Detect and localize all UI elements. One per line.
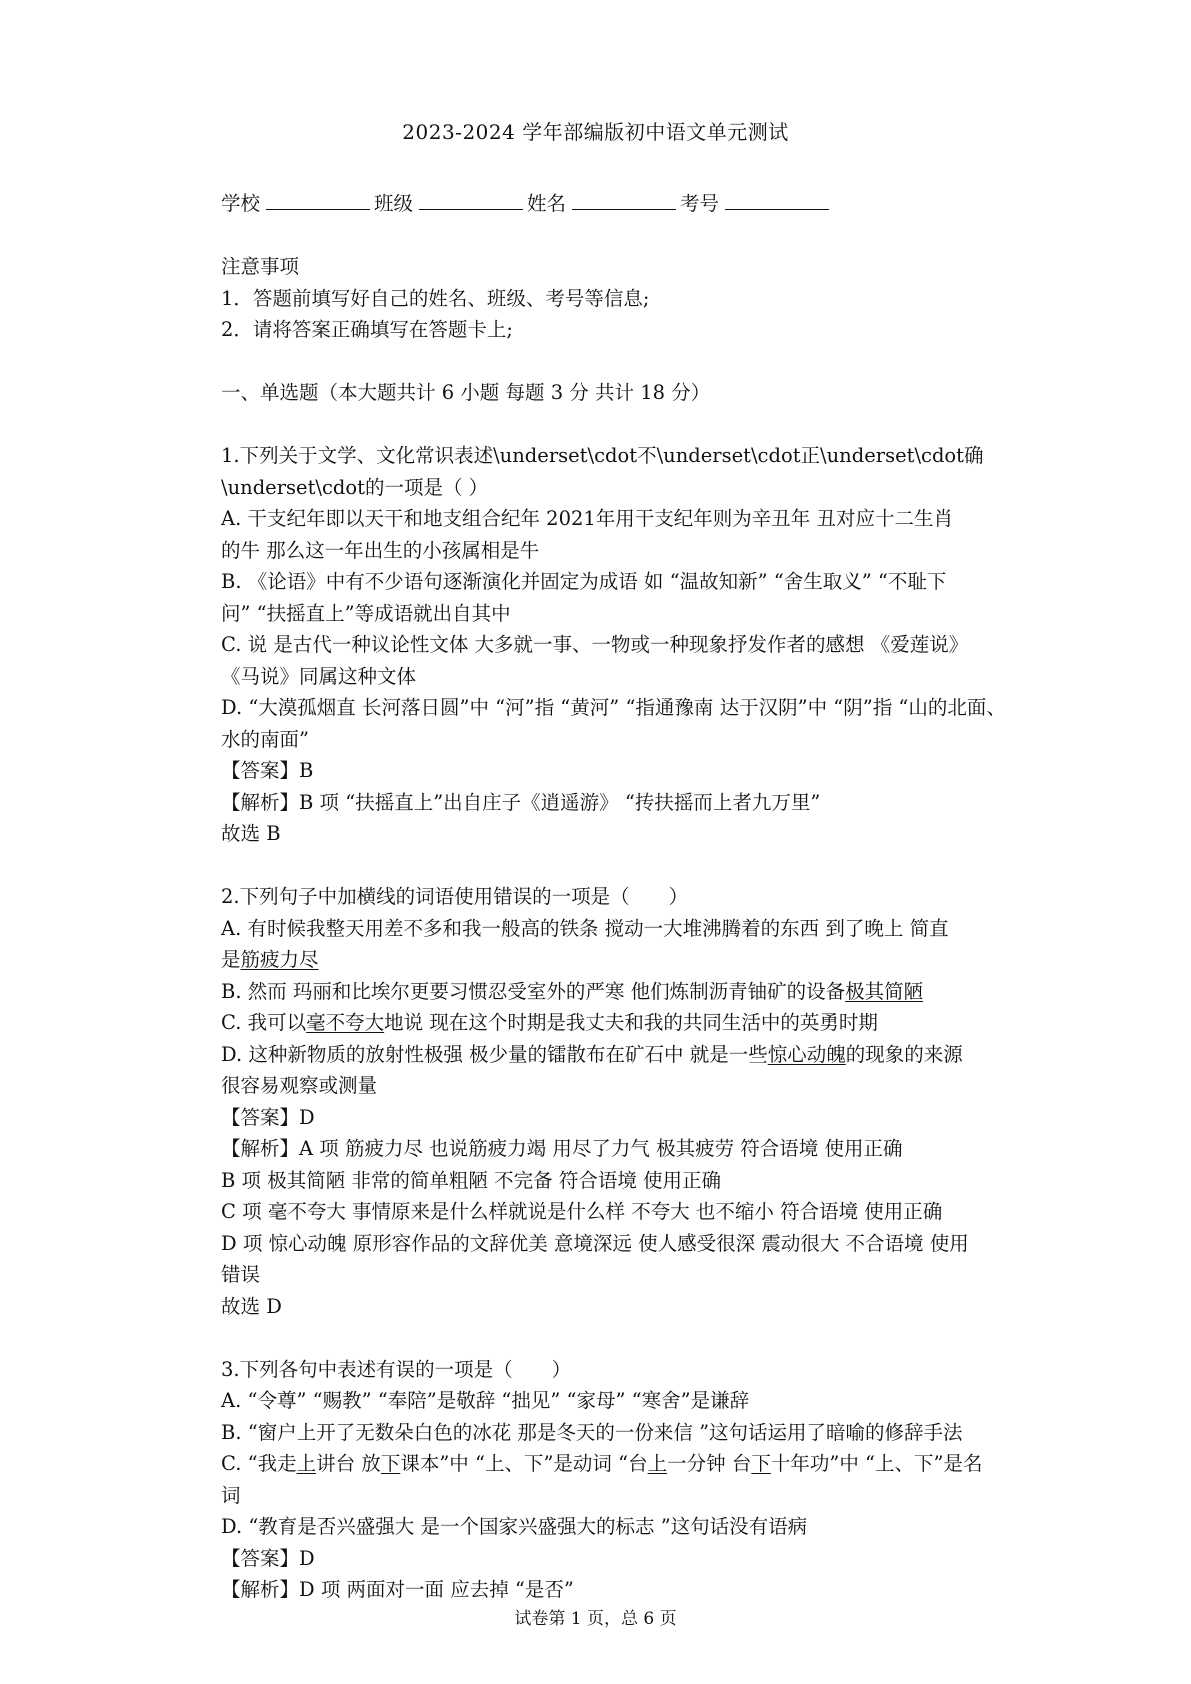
q2-stem: 2.下列句子中加横线的词语使用错误的一项是（ ） — [221, 885, 689, 908]
q2-analysis: D 项 惊心动魄 原形容作品的文辞优美 意境深远 使人感受很深 震动很大 不合语境 使用 — [221, 1231, 969, 1255]
q2-analysis: 【解析】A 项 筋疲力尽 也说筋疲力竭 用尽了力气 极其疲劳 符合语境 使用正确 — [221, 1137, 903, 1160]
q1-choose: 故选 B — [221, 822, 281, 845]
name-label: 姓名 — [527, 192, 567, 215]
q2-choose: 故选 D — [221, 1294, 282, 1318]
q2-analysis: B 项 极其简陋 非常的简单粗陋 不完备 符合语境 使用正确 — [221, 1168, 722, 1192]
name-blank[interactable] — [572, 191, 676, 210]
q3-option-d: D. “教育是否兴盛强大 是一个国家兴盛强大的标志 ”这句话没有语病 — [221, 1515, 808, 1538]
underlined-term: 惊心动魄 — [767, 1042, 846, 1066]
underlined-term: 上 — [647, 1452, 668, 1475]
q2-option-a: A. 有时候我整天用差不多和我一般高的铁条 搅动一大堆沸腾着的东西 到了晚上 简直 — [221, 916, 949, 940]
q1-option-c: 《马说》同属这种文体 — [221, 664, 417, 688]
number-label: 考号 — [680, 192, 720, 215]
underlined-term: 下 — [380, 1452, 401, 1475]
underlined-term: 毫不夸大 — [306, 1011, 385, 1034]
q3-stem: 3.下列各句中表述有误的一项是（ ） — [221, 1357, 572, 1381]
page-footer: 试卷第 1 页，总 6 页 — [514, 1609, 677, 1629]
school-label: 学校 — [221, 192, 261, 215]
underlined-term: 上 — [296, 1452, 317, 1475]
q3-option-c: C. “我走上讲台 放下课本”中 “上、下”是动词 “台上一分钟 台下十年功”中 “上、下”是名 — [221, 1452, 983, 1475]
school-blank[interactable] — [266, 191, 370, 210]
q2-option-d: D. 这种新物质的放射性极强 极少量的镭散布在矿石中 就是一些惊心动魄的现象的来源 — [221, 1042, 963, 1066]
q3-option-c: 词 — [221, 1483, 241, 1507]
q1-stem: 1.下列关于文学、文化常识表述\underset\cdot不\underset\cdot正\underset\cdot确 — [221, 444, 984, 467]
notice-item: 2．请将答案正确填写在答题卡上; — [221, 318, 513, 341]
notice-item: 1．答题前填写好自己的姓名、班级、考号等信息; — [221, 286, 650, 310]
q1-option-d: 水的南面” — [221, 727, 309, 751]
q2-option-c: C. 我可以毫不夸大地说 现在这个时期是我丈夫和我的共同生活中的英勇时期 — [221, 1011, 878, 1034]
q1-option-c: C. 说 是古代一种议论性文体 大多就一事、一物或一种现象抒发作者的感想 《爱莲说》 — [221, 633, 969, 656]
class-label: 班级 — [374, 192, 414, 215]
q2-option-b: B. 然而 玛丽和比埃尔更要习惯忍受室外的严寒 他们炼制沥青铀矿的设备极其简陋 — [221, 979, 924, 1003]
q2-analysis: C 项 毫不夸大 事情原来是什么样就说是什么样 不夸大 也不缩小 符合语境 使用正确 — [221, 1200, 943, 1223]
underlined-term: 下 — [751, 1452, 771, 1475]
q1-answer: 【答案】B — [221, 759, 314, 782]
q2-option-d: 很容易观察或测量 — [221, 1074, 378, 1097]
underlined-term: 筋疲力尽 — [240, 948, 319, 971]
q2-option-a: 是筋疲力尽 — [221, 948, 319, 971]
q1-option-d: D. “大漠孤烟直 长河落日圆”中 “河”指 “黄河” “指通豫南 达于汉阴”中 “阴”指 “山的北面、 — [221, 696, 1006, 719]
notice-heading: 注意事项 — [221, 255, 300, 278]
underlined-term: 极其简陋 — [845, 979, 924, 1003]
q1-analysis: 【解析】B 项 “扶摇直上”出自庄子《逍遥游》 “抟扶摇而上者九万里” — [221, 790, 821, 814]
q3-option-a: A. “令尊” “赐教” “奉陪”是敬辞 “拙见” “家母” “寒舍”是谦辞 — [221, 1389, 750, 1412]
student-info-row — [221, 188, 1021, 220]
page-title: 2023-2024 学年部编版初中语文单元测试 — [402, 120, 789, 144]
section-title: 一、单选题（本大题共计 6 小题 每题 3 分 共计 18 分） — [221, 381, 711, 404]
q2-answer: 【答案】D — [221, 1105, 315, 1129]
class-blank[interactable] — [419, 191, 523, 210]
q1-stem: \underset\cdot的一项是（ ） — [221, 475, 489, 499]
q1-option-a: A. 干支纪年即以天干和地支组合纪年 2021年用干支纪年则为辛丑年 丑对应十二生肖 — [221, 507, 954, 530]
exam-content — [221, 188, 1021, 1606]
q3-analysis: 【解析】D 项 两面对一面 应去掉 “是否” — [221, 1578, 574, 1601]
q1-option-b: 问” “扶摇直上”等成语就出自其中 — [221, 601, 511, 625]
q1-option-b: B. 《论语》中有不少语句逐渐演化并固定为成语 如 “温故知新” “舍生取义” “不耻下 — [221, 570, 947, 593]
number-blank[interactable] — [725, 191, 829, 210]
q1-option-a: 的牛 那么这一年出生的小孩属相是牛 — [221, 538, 540, 562]
q2-analysis: 错误 — [221, 1263, 261, 1286]
q3-answer: 【答案】D — [221, 1546, 315, 1570]
q3-option-b: B. “窗户上开了无数朵白色的冰花 那是冬天的一份来信 ”这句话运用了暗喻的修辞手法 — [221, 1420, 963, 1444]
